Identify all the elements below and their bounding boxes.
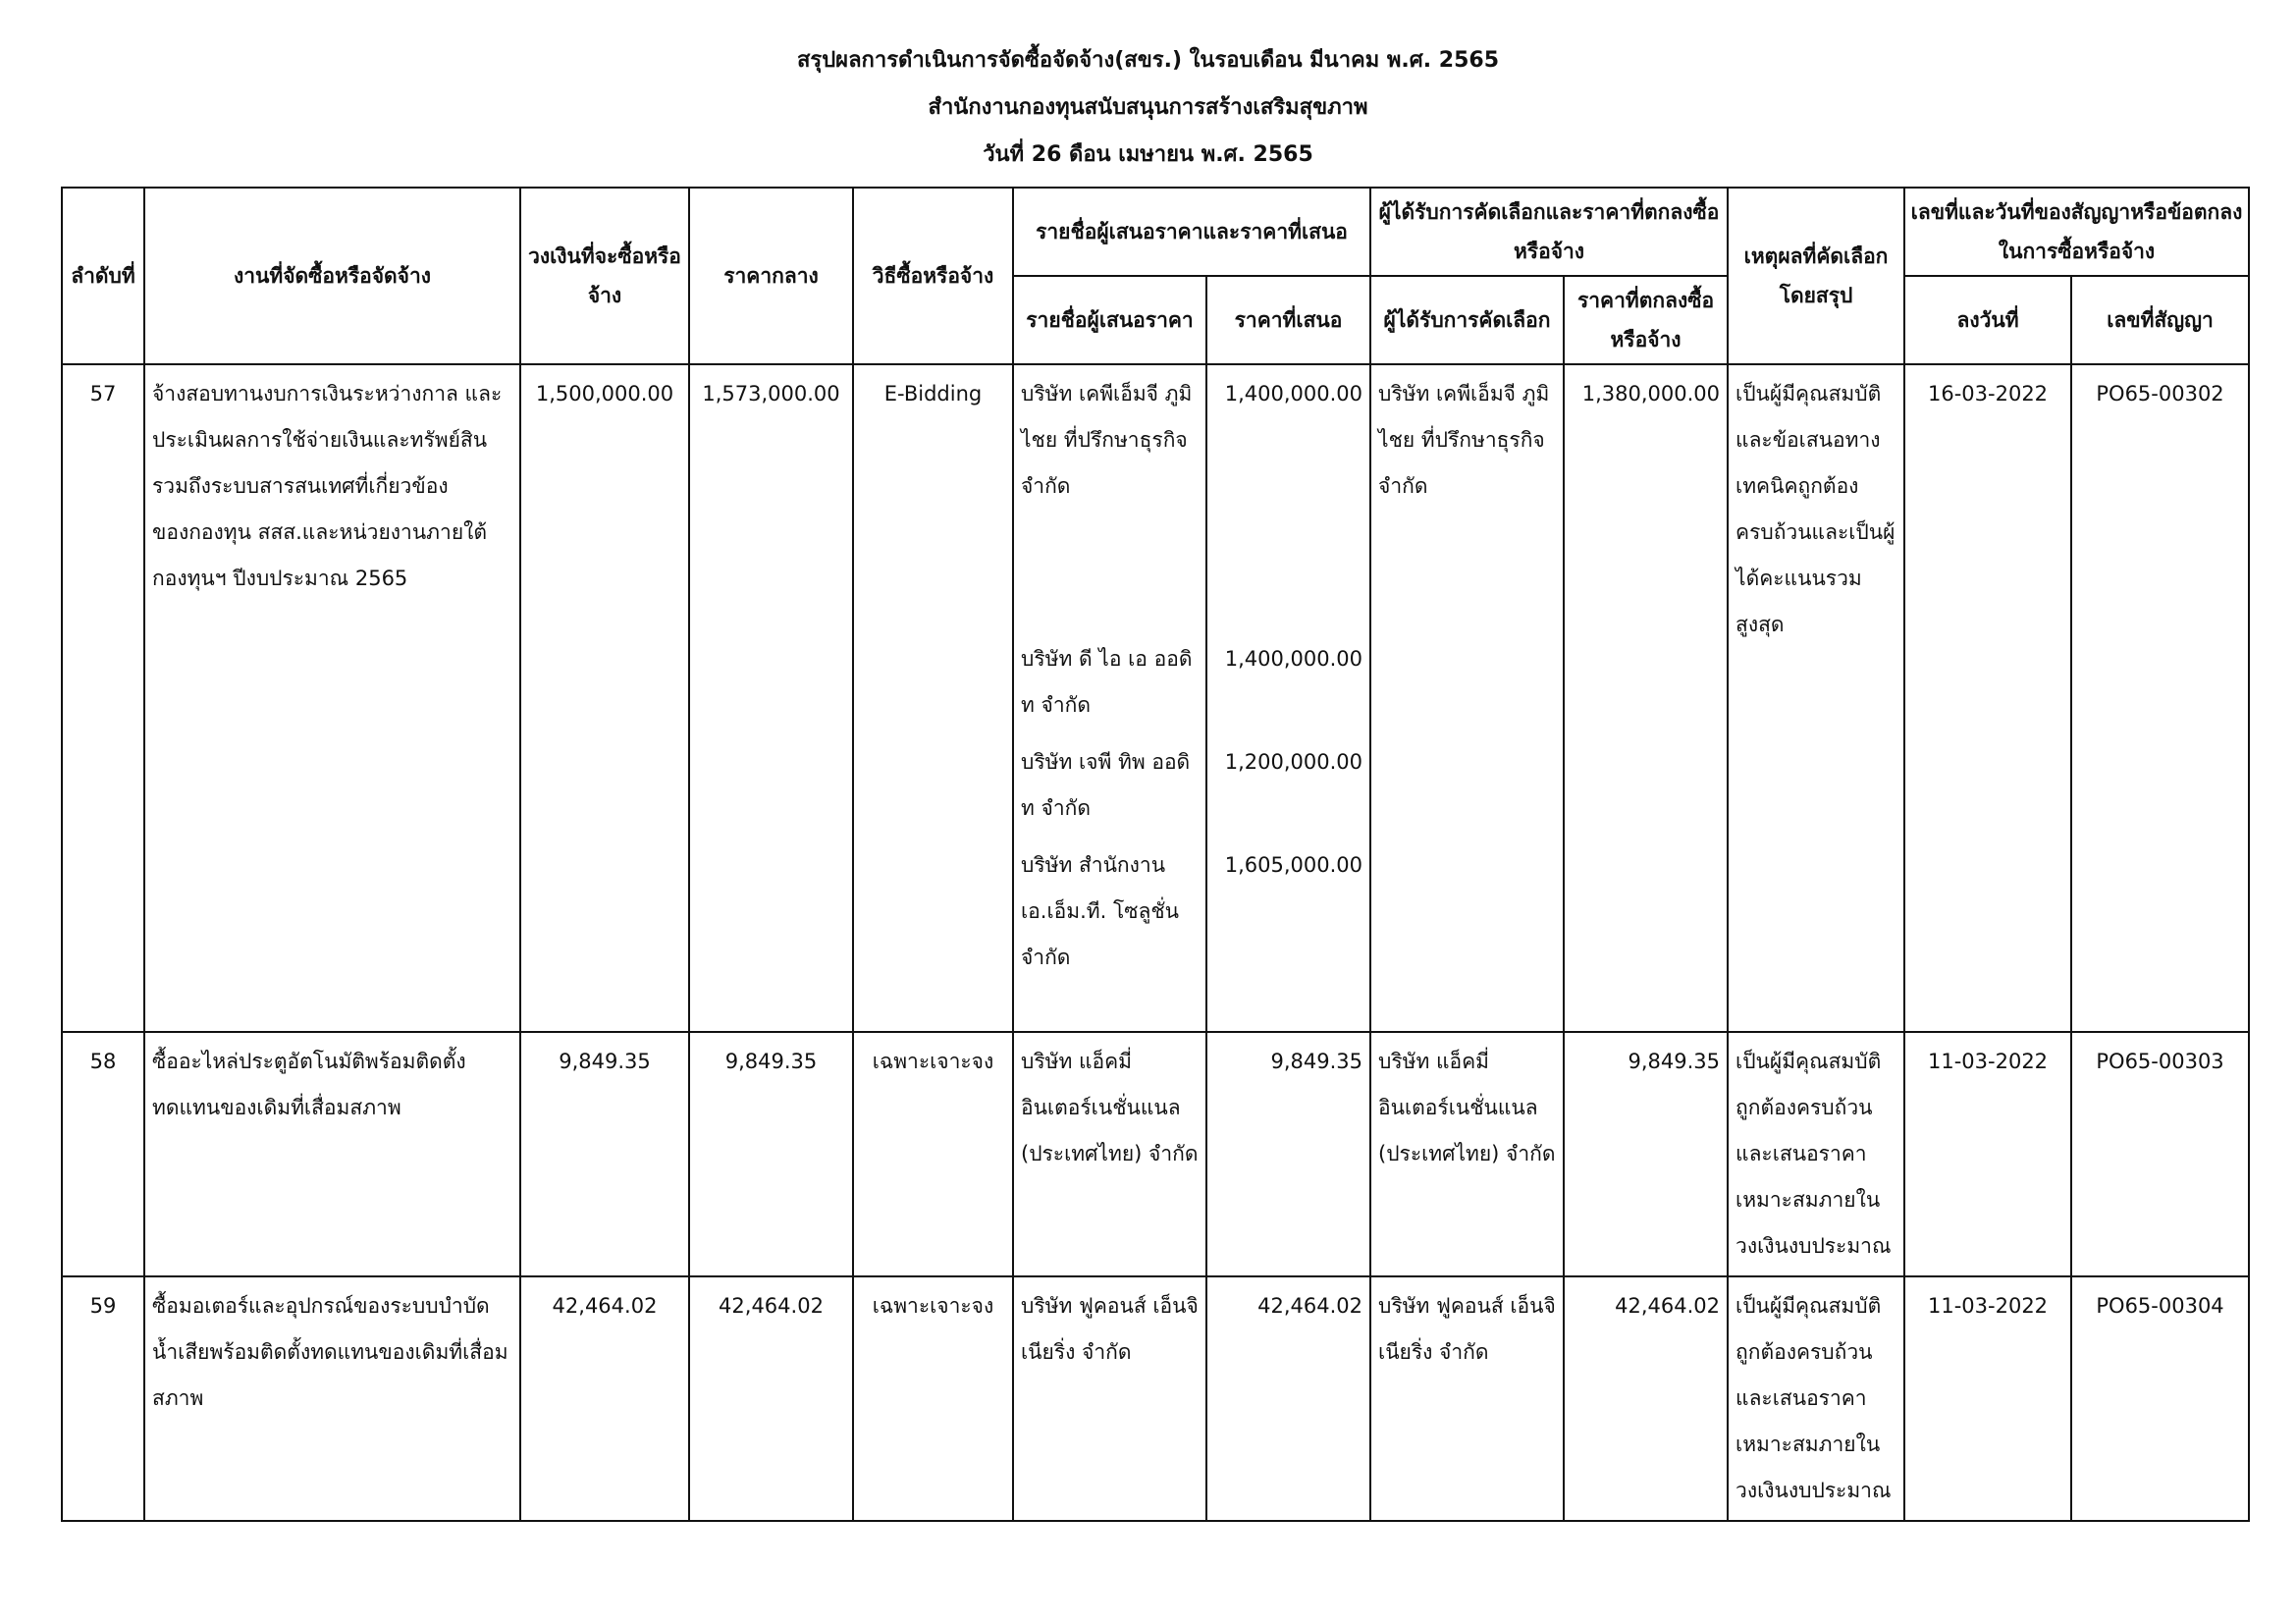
col-agreed-price-header: ราคาที่ตกลงซื้อหรือจ้าง [1564,276,1728,364]
document-header [0,37,2296,179]
col-no-header: ลำดับที่ [62,188,144,364]
col-method-header: วิธีซื้อหรือจ้าง [853,188,1013,364]
bidder-name: บริษัท เคพีเอ็มจี ภูมิไชย ที่ปรึกษาธุรกิจ จำกัด [1021,382,1193,498]
col-budget-header: วงเงินที่จะซื้อหรือจ้าง [520,188,689,364]
col-contract-date-header: ลงวันที่ [1904,276,2071,364]
table-row [62,1276,2249,1521]
row-no: 57 [62,364,144,1032]
table-body [62,364,2249,1521]
bidder-name: บริษัท แอ็คมี่ อินเตอร์เนชั่นแนล (ประเทศไทย) จำกัด [1021,1050,1199,1165]
row-bid-prices [1206,1276,1370,1521]
bid-price: 1,400,000.00 [1224,382,1363,406]
table-row [62,1032,2249,1276]
row-bid-prices [1206,1032,1370,1276]
row-bidder-names [1013,1276,1206,1521]
col-contract-group-header: เลขที่และวันที่ของสัญญาหรือข้อตกลงในการซื้อหรือจ้าง [1904,188,2249,276]
col-bidders-group-header: รายชื่อผู้เสนอราคาและราคาที่เสนอ [1013,188,1370,276]
row-reason: เป็นผู้มีคุณสมบัติถูกต้องครบถ้วนและเสนอราคาเหมาะสมภายในวงเงินงบประมาณ [1728,1276,1904,1521]
row-contract-no: PO65-00302 [2071,364,2249,1032]
bid-price: 1,200,000.00 [1224,750,1363,774]
row-contract-no: PO65-00304 [2071,1276,2249,1521]
row-agreed-price: 9,849.35 [1564,1032,1728,1276]
bid-price: 42,464.02 [1257,1294,1363,1318]
header-row-1 [62,188,2249,276]
table-header [62,188,2249,364]
col-bid-price-header: ราคาที่เสนอ [1206,276,1370,364]
bid-price: 1,400,000.00 [1224,647,1363,671]
row-agreed-price: 1,380,000.00 [1564,364,1728,1032]
col-median-header: ราคากลาง [689,188,853,364]
report-title: สรุปผลการดำเนินการจัดซื้อจัดจ้าง(สขร.) ในรอบเดือน มีนาคม พ.ศ. 2565 [796,48,1500,73]
col-reason-header: เหตุผลที่คัดเลือกโดยสรุป [1728,188,1904,364]
row-budget: 9,849.35 [520,1032,689,1276]
row-winner: บริษัท แอ็คมี่ อินเตอร์เนชั่นแนล (ประเทศไทย) จำกัด [1370,1032,1564,1276]
bidder-name: บริษัท สำนักงาน เอ.เอ็ม.ที. โซลูชั่น จำกัด [1021,853,1179,969]
row-no: 59 [62,1276,144,1521]
row-item: ซื้อมอเตอร์และอุปกรณ์ของระบบบำบัดน้ำเสียพร้อมติดตั้งทดแทนของเดิมที่เสื่อมสภาพ [144,1276,520,1521]
row-contract-date: 11-03-2022 [1904,1032,2071,1276]
col-winner-name-header: ผู้ได้รับการคัดเลือก [1370,276,1564,364]
row-winner: บริษัท ฟูคอนส์ เอ็นจิเนียริ่ง จำกัด [1370,1276,1564,1521]
row-agreed-price: 42,464.02 [1564,1276,1728,1521]
row-method: เฉพาะเจาะจง [853,1276,1013,1521]
row-reason: เป็นผู้มีคุณสมบัติถูกต้องครบถ้วนและเสนอราคาเหมาะสมภายในวงเงินงบประมาณ [1728,1032,1904,1276]
bidder-name: บริษัท เจพี ทิพ ออดิท จำกัด [1021,750,1191,820]
row-no: 58 [62,1032,144,1276]
procurement-table [61,187,2250,1522]
row-contract-date: 16-03-2022 [1904,364,2071,1032]
row-median: 1,573,000.00 [689,364,853,1032]
bidder-name: บริษัท ฟูคอนส์ เอ็นจิเนียริ่ง จำกัด [1021,1294,1199,1364]
row-bidder-names [1013,364,1206,1032]
row-method: E-Bidding [853,364,1013,1032]
col-item-header: งานที่จัดซื้อหรือจัดจ้าง [144,188,520,364]
row-item: จ้างสอบทานงบการเงินระหว่างกาล และประเมินผลการใช้จ่ายเงินและทรัพย์สิน รวมถึงระบบสารสนเทศที่เกี่ยวข้อง ของกองทุน สสส.และหน่วยงานภายใต้กองทุนฯ ปีงบประมาณ 2565 [144,364,520,1032]
row-reason: เป็นผู้มีคุณสมบัติและข้อเสนอทางเทคนิคถูกต้องครบถ้วนและเป็นผู้ได้คะแนนรวมสูงสุด [1728,364,1904,1032]
row-median: 42,464.02 [689,1276,853,1521]
bidder-name: บริษัท ดี ไอ เอ ออดิท จำกัด [1021,647,1193,717]
row-contract-no: PO65-00303 [2071,1032,2249,1276]
row-contract-date: 11-03-2022 [1904,1276,2071,1521]
bid-price: 9,849.35 [1270,1050,1363,1073]
organization-name: สำนักงานกองทุนสนับสนุนการสร้างเสริมสุขภาพ [928,95,1368,120]
report-date: วันที่ 26 ดือน เมษายน พ.ศ. 2565 [983,142,1313,167]
row-bid-prices [1206,364,1370,1032]
row-winner: บริษัท เคพีเอ็มจี ภูมิไชย ที่ปรึกษาธุรกิจ จำกัด [1370,364,1564,1032]
row-median: 9,849.35 [689,1032,853,1276]
row-method: เฉพาะเจาะจง [853,1032,1013,1276]
col-winner-group-header: ผู้ได้รับการคัดเลือกและราคาที่ตกลงซื้อหรือจ้าง [1370,188,1728,276]
row-item: ซื้ออะไหล่ประตูอัตโนมัติพร้อมติดตั้งทดแทนของเดิมที่เสื่อมสภาพ [144,1032,520,1276]
row-budget: 42,464.02 [520,1276,689,1521]
col-bidder-name-header: รายชื่อผู้เสนอราคา [1013,276,1206,364]
row-budget: 1,500,000.00 [520,364,689,1032]
col-contract-no-header: เลขที่สัญญา [2071,276,2249,364]
bid-price: 1,605,000.00 [1224,853,1363,877]
table-row [62,364,2249,1032]
row-bidder-names [1013,1032,1206,1276]
